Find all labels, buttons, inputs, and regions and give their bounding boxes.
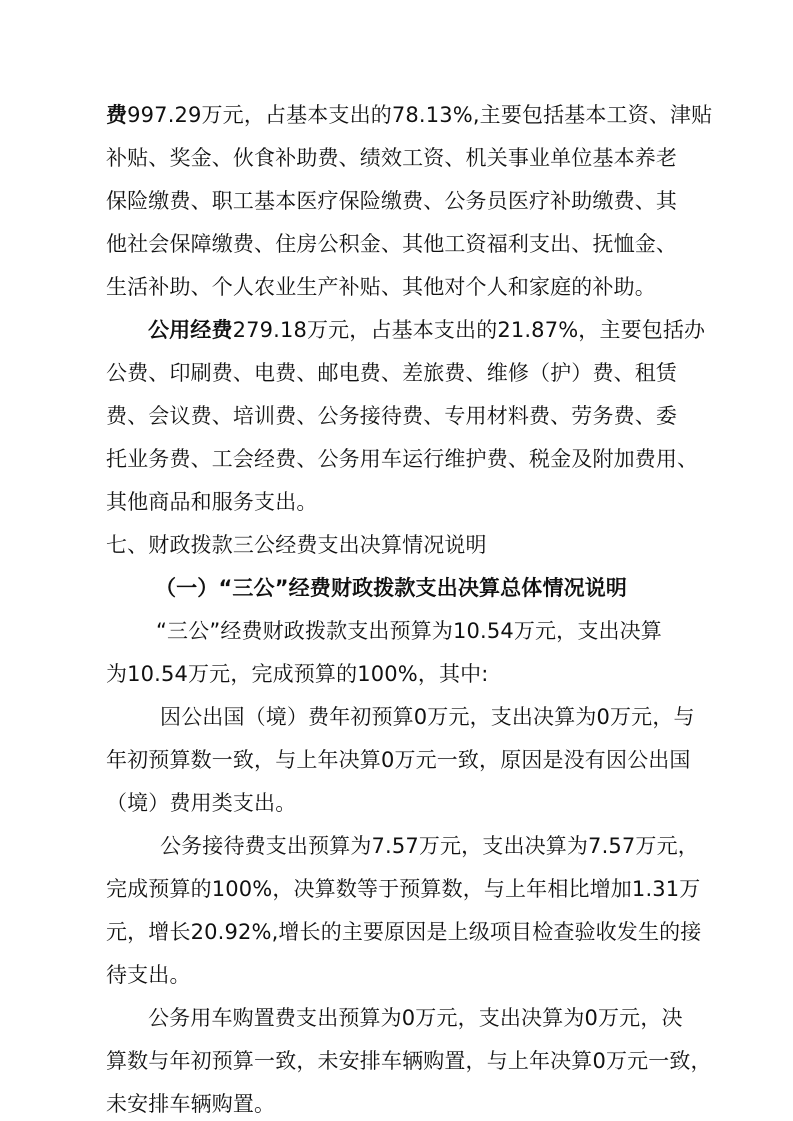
text-line: （境）费用类支出。 (106, 791, 297, 815)
text-line: 未安排车辆购置。 (106, 1092, 276, 1116)
text-line: 完成预算的100%，决算数等于预算数，与上年相比增加1.31万 (106, 877, 701, 901)
text-line: 保险缴费、职工基本医疗保险缴费、公务员医疗补助缴费、其 (106, 189, 678, 213)
text-line (106, 100, 712, 130)
bold-term: 公用经费 (148, 318, 233, 342)
text-line: 托业务费、工会经费、公务用车运行维护费、税金及附加费用、 (106, 447, 699, 471)
text-line: 待支出。 (106, 963, 191, 987)
text-line: 公费、印刷费、电费、邮电费、差旅费、维修（护）费、租赁 (106, 361, 678, 385)
text-line: 公务用车购置费支出预算为0万元，支出决算为0万元，决 (148, 1006, 683, 1030)
text-line: 算数与年初预算一致，未安排车辆购置，与上年决算0万元一致， (106, 1049, 712, 1073)
subsection-heading: （一）“三公”经费财政拨款支出决算总体情况说明 (155, 576, 628, 600)
text-line: 公务接待费支出预算为7.57万元，支出决算为7.57万元， (160, 834, 699, 858)
text-line: 补贴、奖金、伙食补助费、绩效工资、机关事业单位基本养老 (106, 146, 678, 170)
text-line: 生活补助、个人农业生产补贴、其他对个人和家庭的补助。 (106, 275, 656, 299)
text-segment: 997.29万元，占基本支出的78.13%,主要包括基本工资、津贴 (127, 103, 713, 127)
text-line: 为10.54万元，完成预算的100%，其中: (106, 662, 489, 686)
text-line (148, 315, 705, 345)
text-line: 元，增长20.92%,增长的主要原因是上级项目检查验收发生的接 (106, 920, 702, 944)
text-segment: 279.18万元，占基本支出的21.87%，主要包括办 (232, 318, 706, 342)
text-line: 其他商品和服务支出。 (106, 490, 318, 514)
text-line: “三公”经费财政拨款支出预算为10.54万元，支出决算 (156, 619, 662, 643)
text-line: 因公出国（境）费年初预算0万元，支出决算为0万元，与 (160, 705, 695, 729)
text-line: 年初预算数一致，与上年决算0万元一致，原因是没有因公出国 (106, 748, 691, 772)
section-heading: 七、财政拨款三公经费支出决算情况说明 (106, 533, 487, 557)
text-line: 费、会议费、培训费、公务接待费、专用材料费、劳务费、委 (106, 404, 678, 428)
bold-term: 费 (106, 103, 128, 127)
text-line: 他社会保障缴费、住房公积金、其他工资福利支出、抚恤金、 (106, 232, 678, 256)
